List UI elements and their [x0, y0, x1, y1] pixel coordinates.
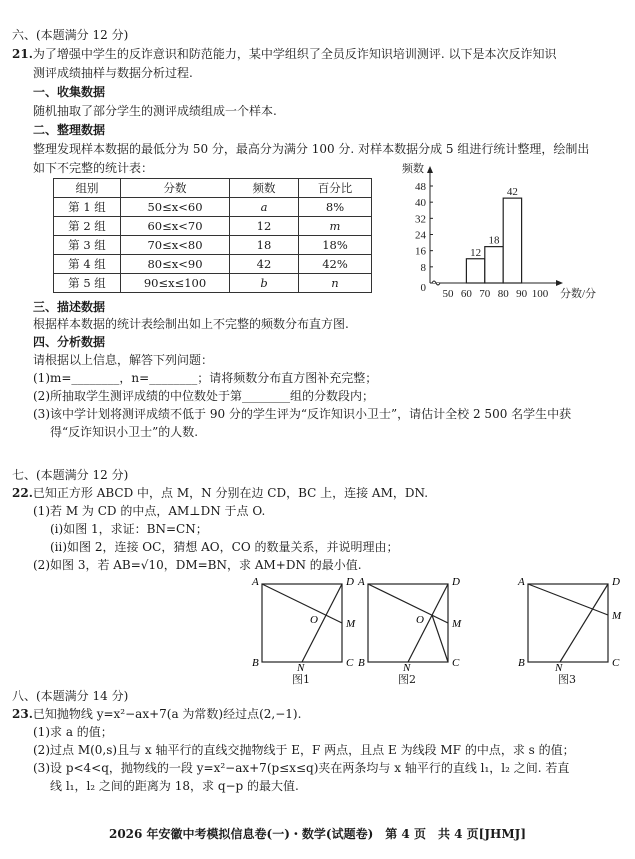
- q23-stem-text: 已知抛物线 y=x²−ax+7(a 为常数)经过点(2,−1).: [32, 707, 302, 721]
- q22-part2: (2)如图 3，若 AB=√10，DM=BN，求 AM+DN 的最小值.: [33, 558, 362, 572]
- q23-number: 23.: [12, 707, 33, 721]
- table-header: 分数: [121, 179, 230, 198]
- point-label: M: [612, 610, 622, 622]
- y-tick-label: 32: [415, 213, 426, 226]
- q21-stem-line1: 为了增强中学生的反诈意识和防范能力，某中学组织了全员反诈知识培训测评. 以下是本次反诈知识: [32, 47, 557, 61]
- table-cell: 12: [230, 217, 299, 236]
- table-cell: 90≤x≤100: [121, 274, 230, 293]
- y-tick-label: 0: [420, 282, 426, 294]
- section-heading-6: 六、(本题满分 12 分): [12, 28, 129, 42]
- q22-part1-i: (ⅰ)如图 1，求证：BN=CN；: [50, 522, 208, 536]
- point-label: N: [555, 662, 563, 674]
- x-tick-label: 80: [497, 288, 509, 300]
- figure-2: [356, 576, 466, 672]
- page-footer: 2026 年安徽中考模拟信息卷(一)・数学(试题卷) 第 4 页 共 4 页[JHMJ]: [108, 827, 527, 841]
- step2-text1: 整理发现样本数据的最低分为 50 分，最高分为满分 100 分. 对样本数据分成 5 组进行统计整理，绘制出: [33, 142, 590, 156]
- point-label: N: [403, 662, 411, 674]
- histogram-bar: [485, 247, 503, 283]
- figure-3: [516, 576, 626, 672]
- step2-title: 二、整理数据: [33, 123, 106, 137]
- table-cell: 60≤x<70: [121, 217, 230, 236]
- q21-number: 21.: [12, 47, 33, 61]
- table-cell: 18: [230, 236, 299, 255]
- step2-text2: 如下不完整的统计表：: [33, 161, 154, 175]
- point-label: N: [297, 662, 305, 674]
- table-header: 百分比: [299, 179, 372, 198]
- point-label: A: [252, 576, 259, 588]
- x-tick-label: 50: [442, 288, 454, 300]
- q21-stem-line2: 测评成绩抽样与数据分析过程.: [33, 66, 193, 80]
- q23-stem: [12, 706, 301, 722]
- q23-part3-line2: 线 l₁，l₂ 之间的距离为 18，求 q−p 的最大值.: [50, 779, 299, 793]
- q21-part2: (2)所抽取学生测评成绩的中位数处于第________组的分数段内；: [33, 389, 375, 403]
- table-cell: 50≤x<60: [121, 198, 230, 217]
- point-label: D: [346, 576, 354, 588]
- table-cell: 8%: [299, 198, 372, 217]
- point-label: C: [452, 657, 460, 669]
- x-tick-label: 60: [460, 288, 472, 300]
- table-cell: 第 2 组: [54, 217, 121, 236]
- table-cell: b: [230, 274, 299, 293]
- q22-stem: [12, 485, 428, 501]
- point-label: D: [452, 576, 460, 588]
- histogram-bar: [466, 259, 484, 283]
- point-label: M: [346, 618, 356, 630]
- y-tick-label: 40: [415, 197, 426, 210]
- step3-title: 三、描述数据: [33, 300, 106, 314]
- point-label: A: [518, 576, 525, 588]
- step1-text: 随机抽取了部分学生的测评成绩组成一个样本.: [33, 104, 277, 118]
- x-tick-label: 90: [516, 288, 528, 300]
- q23-part2: (2)过点 M(0,s)且与 x 轴平行的直线交抛物线于 E，F 两点，且点 E 为线段 MF 的中点，求 s 的值；: [33, 743, 575, 757]
- histogram-bar: [503, 198, 521, 283]
- bar-data-label: 18: [488, 234, 500, 247]
- section-heading-7: 七、(本题满分 12 分): [12, 468, 129, 482]
- y-axis-label: 频数: [402, 163, 424, 175]
- q23-part3-line1: (3)设 p<4<q，抛物线的一段 y=x²−ax+7(p≤x≤q)夹在两条均与 x 轴平行的直线 l₁，l₂ 之间. 若直: [33, 761, 570, 775]
- point-label: B: [518, 657, 525, 669]
- table-cell: 18%: [299, 236, 372, 255]
- figure-1: [250, 576, 360, 672]
- axis-break-icon: [432, 281, 440, 285]
- table-cell: m: [299, 217, 372, 236]
- step3-text: 根据样本数据的统计表绘制出如上不完整的频数分布直方图.: [33, 317, 349, 331]
- bar-data-label: 12: [470, 246, 482, 259]
- table-cell: 第 1 组: [54, 198, 121, 217]
- q22-part1: (1)若 M 为 CD 的中点，AM⊥DN 于点 O.: [33, 504, 266, 518]
- q22-stem-text: 已知正方形 ABCD 中，点 M，N 分别在边 CD，BC 上，连接 AM，DN.: [32, 486, 429, 500]
- table-cell: n: [299, 274, 372, 293]
- y-tick-label: 48: [415, 181, 426, 193]
- point-label: C: [612, 657, 620, 669]
- point-label: B: [252, 657, 259, 669]
- table-header: 频数: [230, 179, 299, 198]
- table-cell: 42%: [299, 255, 372, 274]
- table-cell: 70≤x<80: [121, 236, 230, 255]
- q21-part3-line1: (3)该中学计划将测评成绩不低于 90 分的学生评为“反诈知识小卫士”，请估计全校 2 500 名学生中获: [33, 407, 572, 421]
- step4-title: 四、分析数据: [33, 335, 106, 349]
- table-cell: 第 3 组: [54, 236, 121, 255]
- y-tick-label: 16: [415, 245, 426, 258]
- q21-part1: (1)m=________，n=________；请将频数分布直方图补充完整；: [33, 371, 378, 385]
- step4-text: 请根据以上信息，解答下列问题：: [33, 353, 214, 367]
- y-tick-label: 8: [420, 261, 426, 274]
- y-tick-label: 24: [415, 229, 426, 242]
- q21-part3-line2: 得“反诈知识小卫士”的人数.: [50, 425, 199, 439]
- point-label: B: [358, 657, 365, 669]
- point-label: D: [612, 576, 620, 588]
- point-label: O: [310, 614, 318, 626]
- table-cell: 80≤x<90: [121, 255, 230, 274]
- step1-title: 一、收集数据: [33, 85, 106, 99]
- x-tick-label: 100: [531, 288, 549, 300]
- x-axis-arrow-icon: [556, 280, 563, 286]
- x-tick-label: 70: [479, 288, 491, 300]
- figure-1-caption: 图1: [292, 673, 310, 686]
- q23-part1: (1)求 a 的值；: [33, 725, 113, 739]
- point-label: M: [452, 618, 462, 630]
- y-axis-arrow-icon: [427, 166, 433, 173]
- table-cell: 42: [230, 255, 299, 274]
- figure-2-caption: 图2: [398, 673, 416, 686]
- table-header: 组别: [54, 179, 121, 198]
- section-heading-8: 八、(本题满分 14 分): [12, 689, 129, 703]
- table-cell: 第 4 组: [54, 255, 121, 274]
- point-label: C: [346, 657, 354, 669]
- table-cell: 第 5 组: [54, 274, 121, 293]
- q22-part1-ii: (ⅱ)如图 2，连接 OC，猜想 AO，CO 的数量关系，并说明理由；: [50, 540, 399, 554]
- bar-data-label: 42: [506, 186, 518, 199]
- figure-3-caption: 图3: [558, 673, 576, 686]
- x-axis-label: 分数/分: [559, 288, 597, 300]
- point-label: A: [358, 576, 365, 588]
- q22-number: 22.: [12, 486, 33, 500]
- point-label: O: [416, 614, 424, 626]
- table-cell: a: [230, 198, 299, 217]
- frequency-histogram: [0, 0, 635, 300]
